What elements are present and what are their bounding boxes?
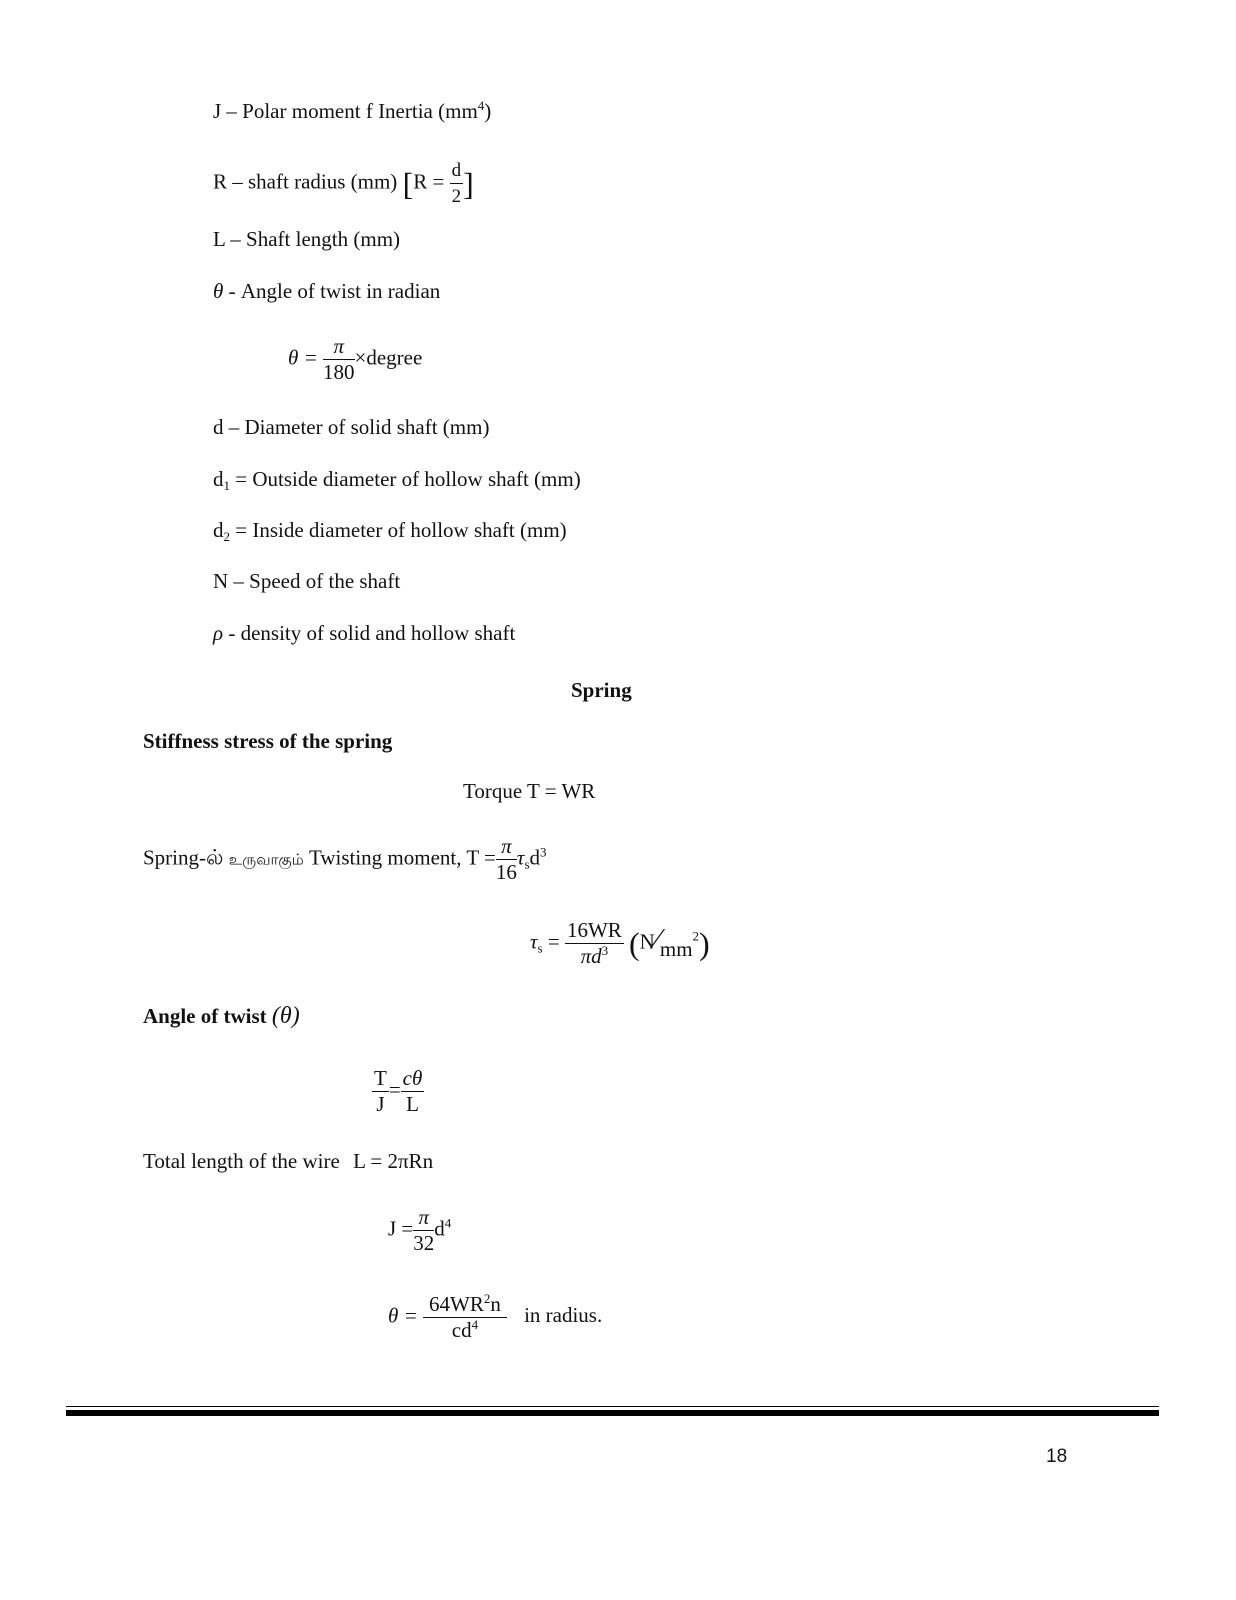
twist-d: d xyxy=(529,845,540,870)
taus-unit-exp: 2 xyxy=(692,928,700,944)
def-speed: N – Speed of the shaft xyxy=(213,569,401,593)
def-shaft-radius xyxy=(213,158,474,209)
taus-num: 16WR xyxy=(566,918,622,942)
angle-twist-heading: Angle of twist xyxy=(143,1004,267,1028)
def-polar-moment-exp: 4 xyxy=(477,98,485,113)
radius-eq-lhs: R = xyxy=(413,169,445,194)
unit-slash: ⁄ xyxy=(654,922,660,956)
bracket-close: ] xyxy=(463,165,474,202)
torque-equation: Torque T = WR xyxy=(463,779,596,803)
d2-symbol: d xyxy=(213,518,224,542)
taus-lhs: τ xyxy=(530,929,538,954)
stiffness-heading: Stiffness stress of the spring xyxy=(143,729,393,753)
theta-degree-equation xyxy=(288,334,422,385)
radius-fraction xyxy=(450,158,464,209)
twist-d-exp: 3 xyxy=(540,844,547,860)
twist-prefix: Spring-ல் xyxy=(143,845,224,870)
twist-fraction xyxy=(496,834,517,885)
theta-symbol: θ xyxy=(213,279,224,303)
rho-text: - density of solid and hollow shaft xyxy=(228,621,516,645)
spring-heading: Spring xyxy=(571,678,632,702)
unit-paren-open: ( xyxy=(629,925,640,962)
def-outside-diameter xyxy=(213,466,581,492)
angle-twist-heading-sym: (θ) xyxy=(271,1003,300,1029)
wire-length-line xyxy=(143,1148,433,1174)
theta-res-den-exp: 4 xyxy=(471,1317,479,1332)
def-polar-moment xyxy=(213,98,491,124)
taus-eq: = xyxy=(547,929,560,954)
ratio-eq: = xyxy=(388,1077,401,1102)
d1-subscript: 1 xyxy=(223,478,230,493)
unit-paren-close: ) xyxy=(699,925,710,962)
twisting-moment-line xyxy=(143,834,547,885)
theta-eq-num: π xyxy=(323,334,355,360)
rho-symbol: ρ xyxy=(213,621,224,645)
ratio-left-fraction xyxy=(372,1066,389,1117)
twist-label: Twisting moment, xyxy=(308,845,462,870)
def-inside-diameter xyxy=(213,517,567,543)
footer-rule-thick xyxy=(66,1410,1159,1416)
d1-symbol: d xyxy=(213,467,224,491)
taus-unit-den: mm xyxy=(659,937,693,962)
def-shaft-radius-text: R – shaft radius (mm) xyxy=(213,169,398,194)
taus-sub: s xyxy=(537,940,543,956)
j-lhs: J = xyxy=(388,1216,414,1241)
j-fraction xyxy=(413,1205,434,1256)
wire-eq: L = 2πRn xyxy=(353,1149,434,1173)
polar-moment-equation xyxy=(388,1205,451,1256)
def-polar-moment-close: ) xyxy=(484,99,492,123)
theta-res-num-text: 64WR xyxy=(429,1292,484,1316)
def-angle-twist xyxy=(213,278,440,304)
ratio-r-num: cθ xyxy=(402,1066,423,1090)
def-angle-twist-text: - Angle of twist in radian xyxy=(228,279,441,303)
theta-res-num-n: n xyxy=(490,1292,501,1316)
theta-eq-den: 180 xyxy=(323,360,355,384)
radius-fraction-den: 2 xyxy=(451,186,462,207)
taus-den xyxy=(565,944,624,969)
radius-fraction-num: d xyxy=(450,158,464,184)
torsion-ratio-equation xyxy=(372,1066,424,1117)
ratio-l-num: T xyxy=(374,1066,387,1090)
theta-res-suffix: in radius. xyxy=(524,1303,603,1328)
footer-rule-thin xyxy=(66,1406,1159,1407)
twist-tau: τ xyxy=(516,845,525,870)
d2-subscript: 2 xyxy=(223,529,230,544)
theta-res-den-text: cd xyxy=(451,1318,472,1342)
theta-res-den xyxy=(423,1318,507,1343)
j-d: d xyxy=(434,1216,445,1241)
twist-tau-sub: s xyxy=(524,856,530,872)
ratio-r-den: L xyxy=(406,1092,419,1116)
d1-text: = Outside diameter of hollow shaft (mm) xyxy=(235,467,581,491)
page-number: 18 xyxy=(1046,1446,1068,1467)
ratio-l-den: J xyxy=(376,1092,385,1116)
theta-eq-rhs: ×degree xyxy=(354,345,423,370)
def-shaft-length: L – Shaft length (mm) xyxy=(213,227,401,251)
twist-tamil: உருவாகும் xyxy=(228,850,304,869)
theta-eq-fraction xyxy=(323,334,355,385)
def-density xyxy=(213,620,515,646)
theta-eq-lhs: θ = xyxy=(288,345,318,370)
def-polar-moment-text: J – Polar moment f Inertia (mm xyxy=(213,99,478,123)
theta-res-num-exp: 2 xyxy=(483,1291,491,1306)
taus-den-pi: πd xyxy=(580,944,602,968)
wire-label: Total length of the wire xyxy=(143,1149,340,1173)
theta-res-lhs: θ = xyxy=(388,1303,418,1328)
bracket-open: [ xyxy=(402,165,414,202)
j-num: π xyxy=(413,1205,434,1231)
angle-twist-heading-line xyxy=(143,1003,300,1029)
twist-lhs: T = xyxy=(466,845,496,870)
ratio-right-fraction xyxy=(401,1066,425,1117)
d2-text: = Inside diameter of hollow shaft (mm) xyxy=(235,518,567,542)
theta-res-num xyxy=(423,1292,507,1318)
def-diameter-solid: d – Diameter of solid shaft (mm) xyxy=(213,415,490,439)
twist-den: 16 xyxy=(495,860,517,884)
twist-num: π xyxy=(496,834,517,860)
theta-res-fraction xyxy=(423,1292,507,1343)
theta-result-equation xyxy=(388,1292,602,1343)
taus-fraction xyxy=(565,918,624,969)
j-exp: 4 xyxy=(444,1215,452,1231)
j-den: 32 xyxy=(413,1231,435,1255)
shear-stress-equation xyxy=(530,918,710,969)
taus-unit-num: N xyxy=(639,929,655,954)
taus-den-exp: 3 xyxy=(601,943,609,958)
